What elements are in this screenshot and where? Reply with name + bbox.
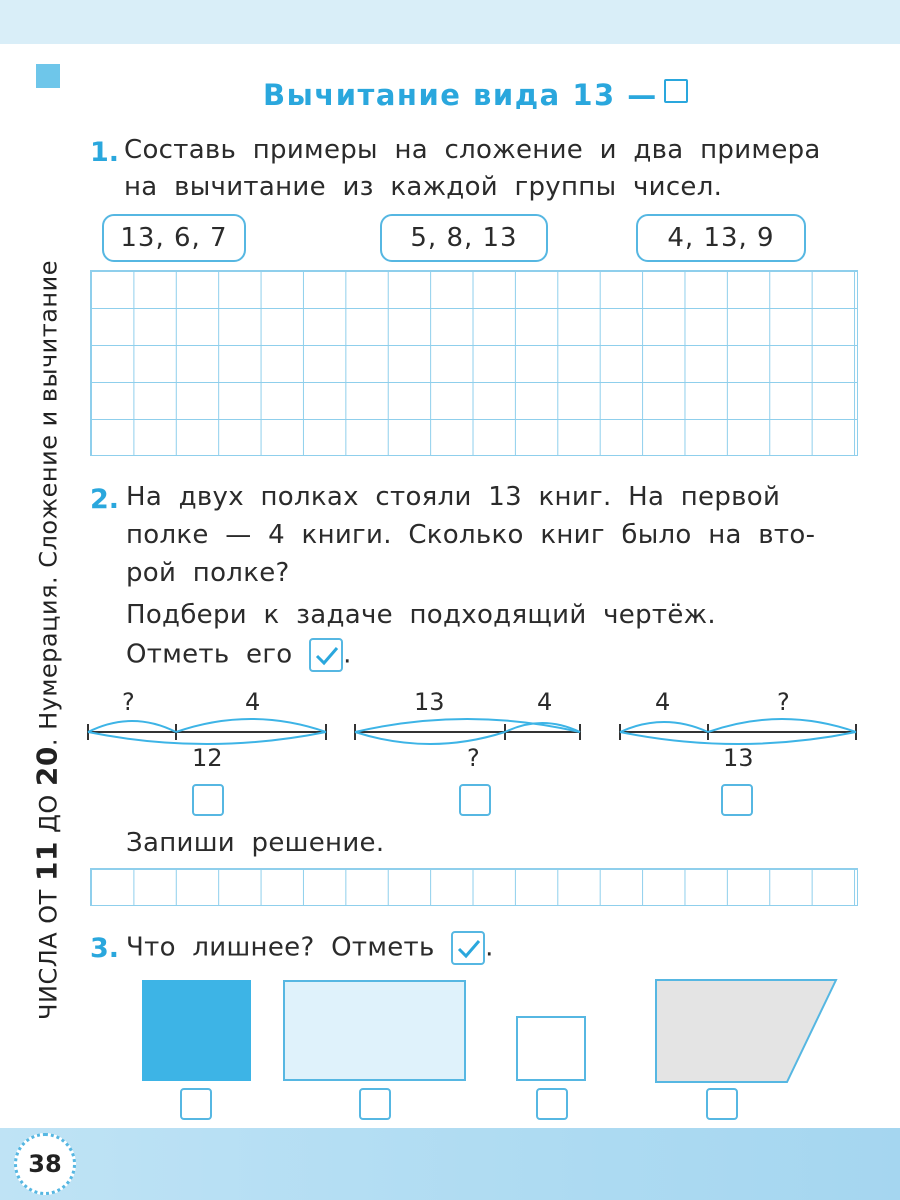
diagram-1-checkbox[interactable]: [192, 784, 224, 816]
bottom-band: [0, 1128, 900, 1200]
diagram-1-bottom-label: 12: [192, 744, 223, 772]
number-group-2: 5, 8, 13: [380, 214, 548, 262]
shape-2-checkbox[interactable]: [359, 1088, 391, 1120]
checked-box-icon: [309, 638, 343, 672]
page-number: 38: [14, 1133, 76, 1195]
shape-1-checkbox[interactable]: [180, 1088, 212, 1120]
task2-number: 2.: [90, 484, 120, 515]
task2-text-line4: Подбери к задаче подходящий чертёж.: [126, 600, 716, 630]
diagram-2-top-right-label: 4: [537, 688, 553, 716]
diagram-2-checkbox[interactable]: [459, 784, 491, 816]
diagram-1-top-right-label: 4: [245, 688, 261, 716]
top-band: [0, 0, 900, 44]
diagram-1: [88, 719, 326, 744]
shape-3-checkbox[interactable]: [536, 1088, 568, 1120]
task2-text-line1: На двух полках стояли 13 книг. На первой: [126, 482, 781, 512]
shape-gray-trapezoid: [654, 978, 838, 1084]
empty-box-icon: [664, 79, 688, 103]
shape-light-blue-rectangle: [283, 980, 466, 1081]
task1-text-line1: Составь примеры на сложение и два примера: [124, 135, 821, 165]
task3-number: 3.: [90, 933, 120, 964]
shape-white-square: [516, 1016, 586, 1081]
solution-label: Запиши решение.: [126, 828, 385, 858]
sidebar-section-title: ЧИСЛА ОТ 11 ДО 20. Нумерация. Сложение и вычитание: [30, 260, 64, 1020]
diagram-3-bottom-label: 13: [723, 744, 754, 772]
shape-filled-blue-square: [142, 980, 251, 1081]
diagram-3: [620, 719, 856, 744]
task2-text-line3: рой полке?: [126, 558, 290, 588]
side-marker: [36, 64, 60, 88]
answer-grid-task1[interactable]: [90, 270, 858, 456]
solution-grid[interactable]: [90, 868, 858, 906]
shape-4-checkbox[interactable]: [706, 1088, 738, 1120]
diagram-3-top-left-label: 4: [655, 688, 671, 716]
checked-box-icon: [451, 931, 485, 965]
diagram-2-top-left-label: 13: [414, 688, 445, 716]
task2-text-line5: Отметь его .: [126, 638, 352, 672]
diagram-3-top-right-label: ?: [777, 688, 790, 716]
diagram-3-checkbox[interactable]: [721, 784, 753, 816]
diagram-2-bottom-label: ?: [467, 744, 480, 772]
task2-text-line2: полке — 4 книги. Сколько книг было на вто-: [126, 520, 816, 550]
diagram-2: [355, 719, 580, 744]
diagram-1-top-left-label: ?: [122, 688, 135, 716]
task1-text-line2: на вычитание из каждой группы чисел.: [124, 172, 723, 202]
page-title: Вычитание вида 13 —: [263, 78, 688, 112]
number-group-3: 4, 13, 9: [636, 214, 806, 262]
task3-question: Что лишнее? Отметь .: [126, 931, 494, 965]
task1-number: 1.: [90, 137, 120, 168]
number-group-1: 13, 6, 7: [102, 214, 246, 262]
